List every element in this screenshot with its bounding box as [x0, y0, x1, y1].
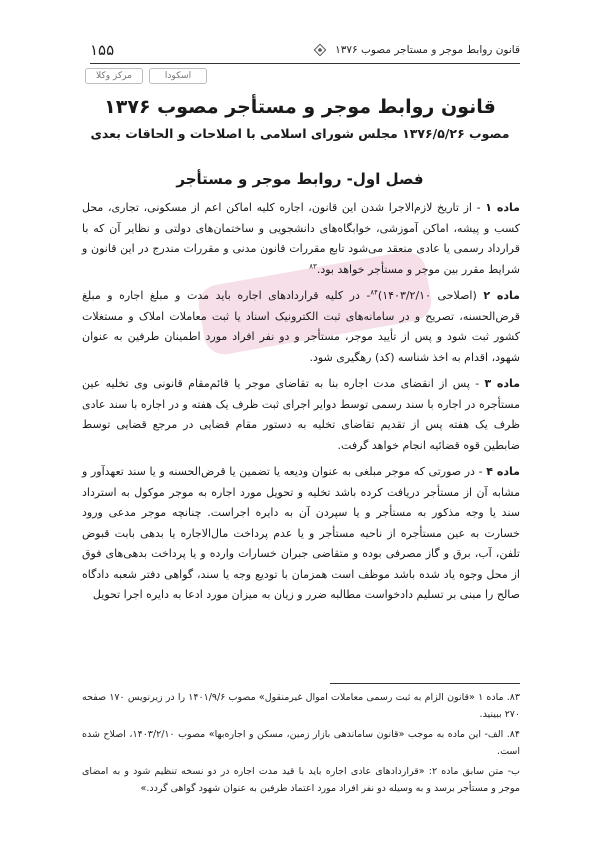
footnote-ref: ۸۳	[309, 261, 317, 270]
article-text: - در صورتی که موجر مبلغی به عنوان ودیعه یا تضمین یا قرض‌الحسنه و یا سند تعهدآور و مشابه آن از مستأجر دریافت کرده باشد تخلیه و تحویل مورد اجاره به موجر موکول به استرداد سند یا وجه مذکور به مستأجر و یا سپردن آن به دایره اجراست. چنانچه موجر مدعی ورود خسارت به عین مستأجره از ناحیه مستأجر و یا عدم پرداخت مال‌الاجاره یا بدهی بابت قبوض تلفن، آب، برق و گاز مصرفی بوده و متقاضی جبران خسارات وارده و یا پرداخت بدهی‌های فوق از محل وجوه یاد شده باشد موظف است همزمان با تودیع وجه یا سند، گواهی دفتر شعبه دادگاه صالح را مبنی بر تسلیم دادخواست مطالبه ضرر و زیان به میزان مورد ادعا به دایره اجرا تحویل	[82, 465, 520, 601]
article-3	[82, 374, 520, 456]
article-label: ماده ۱	[485, 201, 520, 214]
chapter-heading: فصل اول- روابط موجر و مستأجر	[176, 170, 424, 188]
tag-scoda: اسکودا	[149, 68, 207, 84]
articles-body	[82, 198, 520, 612]
article-label: ماده ۴	[486, 465, 520, 478]
tag-vokala: مرکز وکلا	[85, 68, 143, 84]
article-text: - در کلیه قراردادهای اجاره باید مدت و مبلغ اجاره و مبلغ قرض‌الحسنه، تصریح و در سامانه‌های ثبت الکترونیک اسناد یا ثبت معاملات املاک و مستغلات کشور ثبت شود و پس از تأیید موجر، مستأجر و دو نفر افراد مورد اطمینان طرفین به عنوان شهود، اقدام به اخذ شناسه (کد) رهگیری شود.	[82, 289, 520, 364]
article-4	[82, 462, 520, 606]
footnote-84a: ۸۴. الف- این ماده به موجب «قانون ساماندهی بازار زمین، مسکن و اجاره‌بها» مصوب ۱۴۰۳/۲/۱۰، اصلاح شده است.	[82, 729, 520, 757]
ornament-icon	[313, 43, 327, 57]
footnotes	[82, 689, 520, 800]
article-label: ماده ۲	[483, 289, 520, 302]
footnote-84b: ب- متن سابق ماده ۲: «قراردادهای عادی اجاره باید با قید مدت اجاره در دو نسخه تنظیم شود و به امضای موجر و مستأجر برسد و به وسیله دو نفر افراد مورد اعتماد طرفین به عنوان شهود گواهی گردد.»	[82, 766, 520, 794]
footnote-ref: ۸۴	[370, 288, 378, 297]
header-rule	[90, 63, 520, 64]
page-number: ۱۵۵	[90, 41, 115, 59]
footnote-rule	[330, 683, 520, 684]
law-subtitle: مصوب ۱۳۷۶/۵/۲۶ مجلس شورای اسلامی با اصلاحات و الحاقات بعدی	[90, 126, 510, 141]
page-header	[90, 40, 520, 60]
article-amend-note: (اصلاحی ۱۴۰۳/۲/۱۰)	[377, 289, 484, 302]
article-2	[82, 286, 520, 368]
footnote-83: ۸۳. ماده ۱ «قانون الزام به ثبت رسمی معاملات اموال غیرمنقول» مصوب ۱۴۰۱/۹/۶ را در زیرنویس ۱۷۰ صفحه ۲۷۰ ببینید.	[82, 692, 521, 720]
article-label: ماده ۳	[484, 377, 520, 390]
article-text: - از تاریخ لازم‌الاجرا شدن این قانون، اجاره کلیه اماکن اعم از مسکونی، تجاری، محل کسب و پیشه، اماکن آموزشی، خوابگاه‌های دانشجویی و ساختمان‌های دولتی و نظایر آن که با قرارداد رسمی یا عادی منعقد می‌شود تابع مقررات قانون مدنی و مقررات مندرج در این قانون و شرایط مقرر بین موجر و مستأجر خواهد بود.	[82, 201, 520, 276]
publisher-tags	[85, 68, 207, 84]
article-text: - پس از انقضای مدت اجاره بنا به تقاضای موجر یا قائم‌مقام قانونی وی تخلیه عین مستأجره در اجاره با سند رسمی توسط دوایر اجرای ثبت ظرف یک هفته و در اجاره با سند عادی ظرف یک هفته پس از تقدیم تقاضای تخلیه به دستور مقام قضایی در مرجع قضایی توسط ضابطین قوه قضائیه انجام خواهد گرفت.	[82, 377, 520, 452]
article-1	[82, 198, 520, 280]
header-right	[313, 43, 520, 57]
running-title: قانون روابط موجر و مستاجر مصوب ۱۳۷۶	[335, 44, 520, 56]
law-title: قانون روابط موجر و مستأجر مصوب ۱۳۷۶	[104, 96, 496, 118]
